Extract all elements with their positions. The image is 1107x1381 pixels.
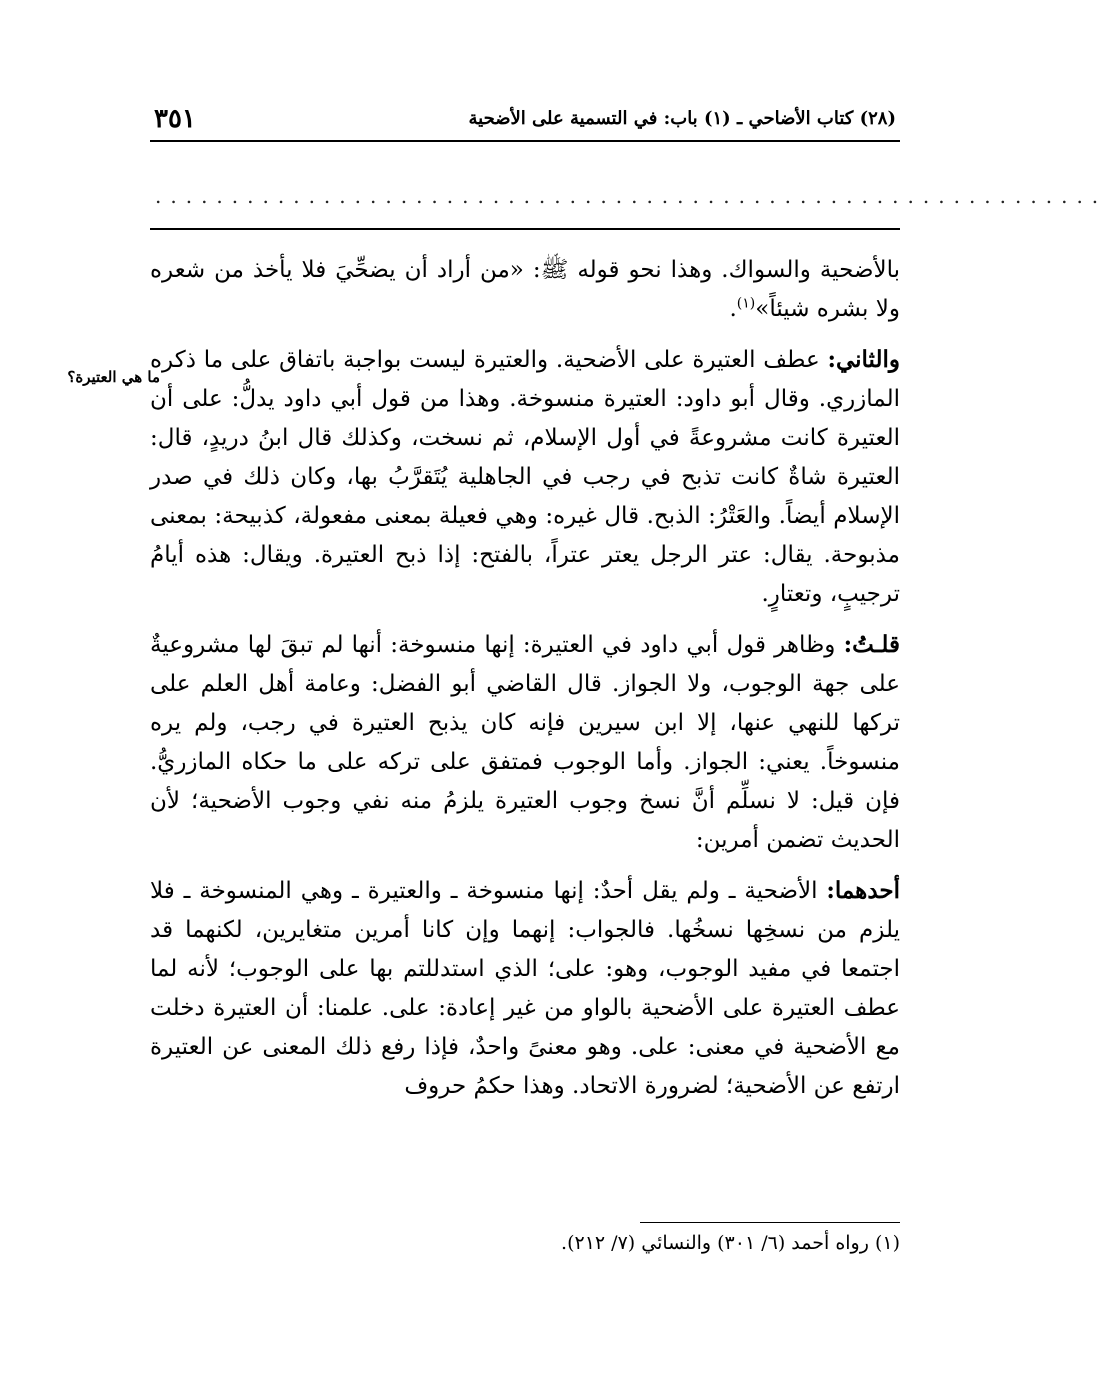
margin-note: ما هي العتيرة؟ [67,368,160,386]
paragraph-1-text: بالأضحية والسواك. وهذا نحو قوله ﷺ: «من أراد أن يضحِّيَ فلا يأخذ من شعره ولا بشره شيئاً» [150,257,900,322]
paragraph-2-lead: والثاني: [827,346,900,373]
footnote: (١) رواه أحمد (٦/ ٣٠١) والنسائي (٧/ ٢١٢). [561,1232,900,1254]
footnote-ref: (١) [736,295,756,312]
body-text [150,250,900,1117]
paragraph-4 [150,871,900,1106]
paragraph-2-text: عطف العتيرة على الأضحية. والعتيرة ليست بواجبة باتفاق على ما ذكره المازري. وقال أبو داود: العتيرة منسوخة. وهذا من قول أبي داود يدلُّ: على أن العتيرة كانت مشروعةً في أول الإسلام، ثم نسخت، وكذلك قال ابنُ دريدٍ، قال: العتيرة شاةٌ كانت تذبح في رجب في الجاهلية يُتَقرَّبُ بها، وكان ذلك في صدر الإسلام أيضاً. والعَتْرُ: الذبح. قال غيره: وهي فعيلة بمعنى مفعولة، كذبيحة: بمعنى مذبوحة. يقال: عتر الرجل يعتر عتراً، بالفتح: إذا ذبح العتيرة. ويقال: هذه أيامُ ترجيبٍ، وتعتارٍ. [150,347,900,607]
page-header [150,100,900,142]
paragraph-3-text: وظاهر قول أبي داود في العتيرة: إنها منسوخة: أنها لم تبقَ لها مشروعيةٌ على جهة الوجوب، ولا الجواز. قال القاضي أبو الفضل: وعامة أهل العلم على تركها للنهي عنها، إلا ابن سيرين فإنه كان يذبح العتيرة في رجب، ولم يره منسوخاً. يعني: الجواز. وأما الوجوب فمتفق على تركه على ما حكاه المازريُّ. فإن قيل: لا نسلِّم أنَّ نسخ وجوب العتيرة يلزمُ منه نفي وجوب الأضحية؛ لأن الحديث تضمن أمرين: [150,632,900,853]
ellipsis-line: .............................................................. [155,184,1107,208]
running-title: (٢٨) كتاب الأضاحي ـ (١) باب: في التسمية على الأضحية [468,108,896,129]
separator-rule [150,228,900,230]
page-number: ٣٥١ [154,104,196,134]
paragraph-3-lead: قلـتُ: [843,631,900,658]
paragraph-2 [150,340,900,614]
paragraph-4-text: الأضحية ـ ولم يقل أحدٌ: إنها منسوخة ـ والعتيرة ـ وهي المنسوخة ـ فلا يلزم من نسخِها نسخُها. فالجواب: إنهما وإن كانا أمرين متغايرين، لكنهما قد اجتمعا في مفيد الوجوب، وهو: على؛ الذي استدللتم بها على الوجوب؛ لأنه لما عطف العتيرة على الأضحية بالواو من غير إعادة: على. علمنا: أن العتيرة دخلت مع الأضحية في معنى: على. وهو معنىً واحدٌ، فإذا رفع ذلك المعنى عن العتيرة ارتفع عن الأضحية؛ لضرورة الاتحاد. وهذا حكمُ حروف [150,878,901,1099]
paragraph-1 [150,250,900,329]
footnote-rule [640,1222,900,1223]
paragraph-3 [150,625,900,860]
paragraph-4-lead: أحدهما: [826,877,900,904]
paragraph-1-tail: . [729,296,737,322]
